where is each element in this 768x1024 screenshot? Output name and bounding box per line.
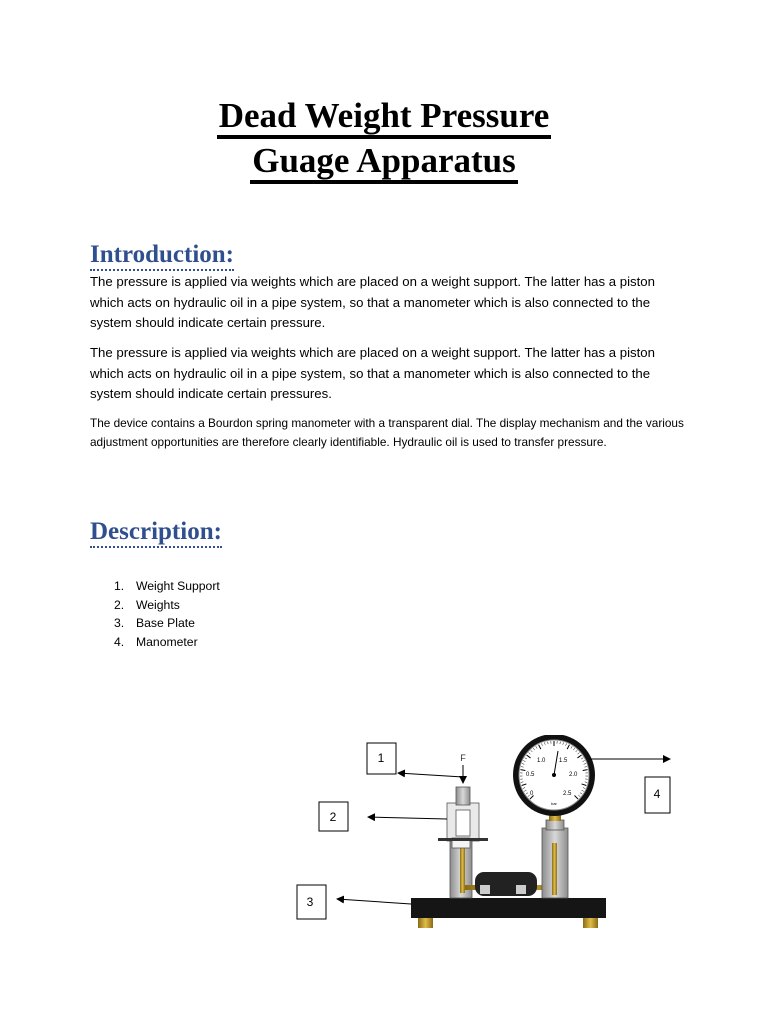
intro-paragraph-3: The device contains a Bourdon spring manometer with a transparent dial. The display mechanism and the various adjustment opportunities are therefore clearly identifiable. Hydraulic oil is used to transfer pressure. xyxy=(90,416,684,449)
gauge-tick-label: 2.0 xyxy=(569,772,578,778)
callout-4 xyxy=(590,759,670,813)
svg-text:3: 3 xyxy=(306,895,314,909)
gauge-unit: bar xyxy=(551,801,557,806)
description-heading: Description: xyxy=(90,518,222,548)
title-line-1: Dead Weight Pressure xyxy=(217,96,552,139)
gauge-tick-label: 1.5 xyxy=(559,758,568,764)
page-title xyxy=(0,94,768,184)
gauge-tick-label: 0.5 xyxy=(526,772,535,778)
manometer-column xyxy=(542,805,568,898)
list-item: 1. Weight Support xyxy=(114,579,220,593)
svg-text:4: 4 xyxy=(653,787,661,801)
description-list xyxy=(90,577,220,651)
introduction-heading: Introduction: xyxy=(90,241,234,271)
callout-1 xyxy=(367,743,463,777)
list-item: 2. Weights xyxy=(114,597,180,612)
base-plate xyxy=(411,898,606,928)
intro-paragraph-2: The pressure is applied via weights which are placed on a weight support. The latter has a piston which acts on hydraulic oil in a pipe system, so that a manometer which is also connected to the system should indicate certain pressures. xyxy=(90,345,655,401)
manometer-gauge xyxy=(513,735,595,816)
intro-paragraph-1: The pressure is applied via weights which are placed on a weight support. The latter has a piston which acts on hydraulic oil in a pipe system, so that a manometer which is also connected to the system should indicate certain pressure. xyxy=(90,274,655,330)
list-item: 3. Base Plate xyxy=(114,616,195,631)
callout-3 xyxy=(297,885,411,919)
svg-text:2: 2 xyxy=(329,810,337,824)
gauge-tick-label: 1.0 xyxy=(537,758,546,764)
apparatus-diagram xyxy=(290,735,690,935)
title-line-2: Guage Apparatus xyxy=(250,141,518,184)
svg-text:1: 1 xyxy=(377,751,385,765)
list-item: 4. Manometer xyxy=(114,634,198,649)
gauge-tick-label: 2.5 xyxy=(563,791,572,797)
gauge-tick-label: 0 xyxy=(530,791,534,797)
force-label: F xyxy=(460,753,466,763)
callout-2 xyxy=(319,802,447,831)
